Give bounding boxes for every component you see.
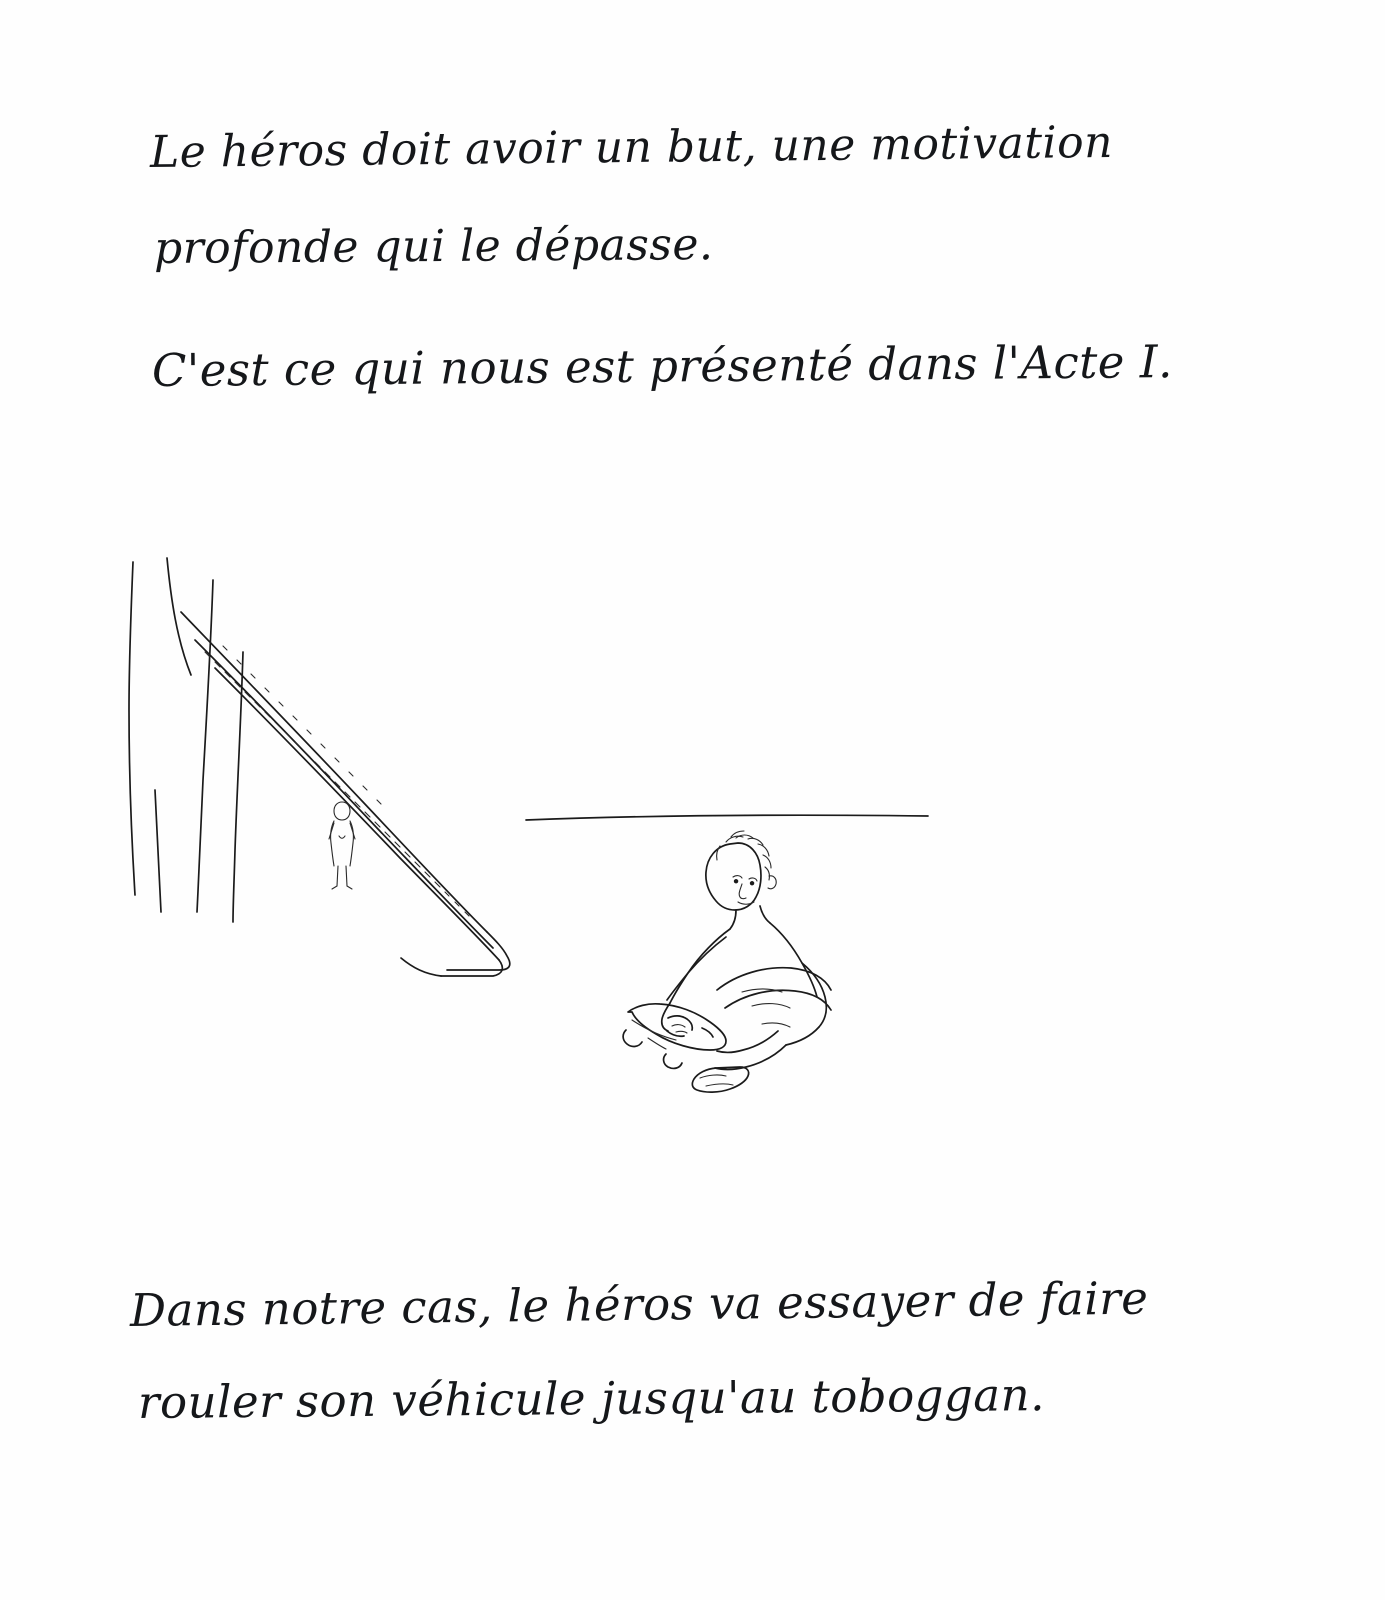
handwritten-paragraph-top <box>150 105 1280 419</box>
slide-drawing <box>95 540 555 1010</box>
text-line: profonde qui le dépasse. <box>153 219 714 274</box>
skater-illustration <box>520 780 950 1100</box>
text-line: rouler son véhicule jusqu'au toboggan. <box>137 1368 1046 1429</box>
horizon-line <box>526 815 928 820</box>
small-figure <box>329 802 355 889</box>
skater-drawing <box>520 780 950 1100</box>
text-line: Le héros doit avoir un but, une motivation <box>149 116 1114 178</box>
text-line: Dans notre cas, le héros va essayer de faire <box>129 1271 1149 1337</box>
slide-illustration <box>95 540 555 1010</box>
text-line: C'est ce qui nous est présenté dans l'Acte I. <box>151 335 1174 397</box>
handwritten-paragraph-bottom <box>130 1265 1290 1449</box>
